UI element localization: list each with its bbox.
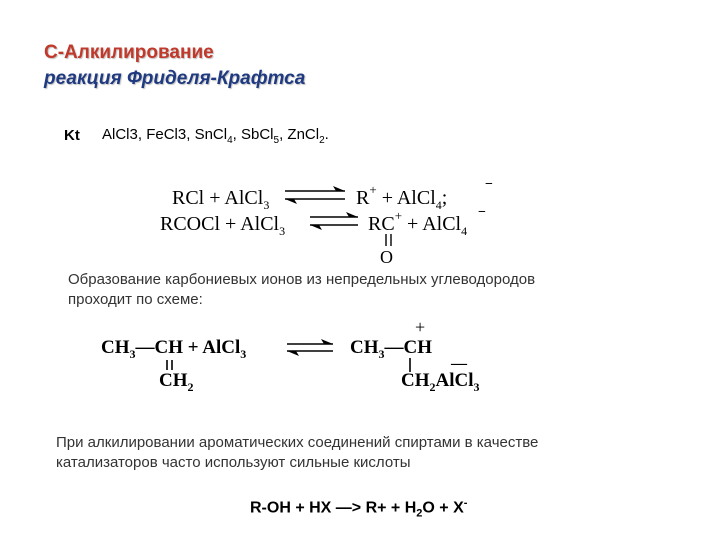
final-equation: R-OH + HX —> $R+ + H_2O + X^-$ (250, 497, 468, 520)
catalyst-item: AlCl3 (102, 126, 138, 143)
carbonium-scheme (95, 320, 515, 395)
svg-text:−: − (478, 205, 486, 220)
svg-text:−: − (485, 177, 493, 192)
reaction-equations (160, 170, 520, 270)
scheme-left-top: $CH_3—CH$ + AlCl$_3$ (101, 337, 247, 361)
scheme-right-bottom: $CH_2AlCl_3$ (401, 370, 480, 394)
scheme-left-bottom: $CH_2$ (159, 370, 194, 394)
paragraph1-line1: Образование карбониевых ионов из непредельных углеводородов (68, 271, 536, 288)
scheme-right-top: $CH_3—CH$ (350, 337, 432, 361)
paragraph2-line1: При алкилировании ароматических соединений спиртами в качестве (56, 434, 539, 451)
catalyst-item: FeCl3 (146, 126, 187, 143)
catalyst-item: SbCl (240, 126, 274, 143)
svg-text:—: — (451, 355, 467, 372)
kt-label: Kt (64, 127, 80, 144)
catalyst-list: AlCl3, FeCl3, SnCl$_4$, SbCl$_5$, ZnCl$_2$. (102, 126, 329, 146)
svg-text:+: + (415, 320, 426, 337)
equilibrium-arrow-1 (285, 186, 345, 204)
eq1-right: R+ + AlCl$_4$; (356, 182, 448, 212)
eq1-left: RCl + AlCl$_3$ (172, 187, 270, 212)
title-line2: реакция Фриделя-Крафтса (44, 68, 306, 89)
eq2-left: RCOCl + AlCl$_3$ (160, 213, 286, 238)
catalyst-item: ZnCl (287, 126, 320, 143)
eq2-oxygen: O (380, 247, 393, 267)
equilibrium-arrow-2 (310, 212, 358, 230)
paragraph2-line2: катализаторов часто используют сильные кислоты (56, 454, 411, 471)
catalyst-item: SnCl (194, 126, 228, 143)
title-line1: С-Алкилирование (44, 42, 214, 63)
eq2-right: RC+ + AlCl$_4$ (368, 208, 468, 238)
paragraph1-line2: проходит по схеме: (68, 291, 203, 308)
equilibrium-arrow-3 (287, 339, 333, 356)
